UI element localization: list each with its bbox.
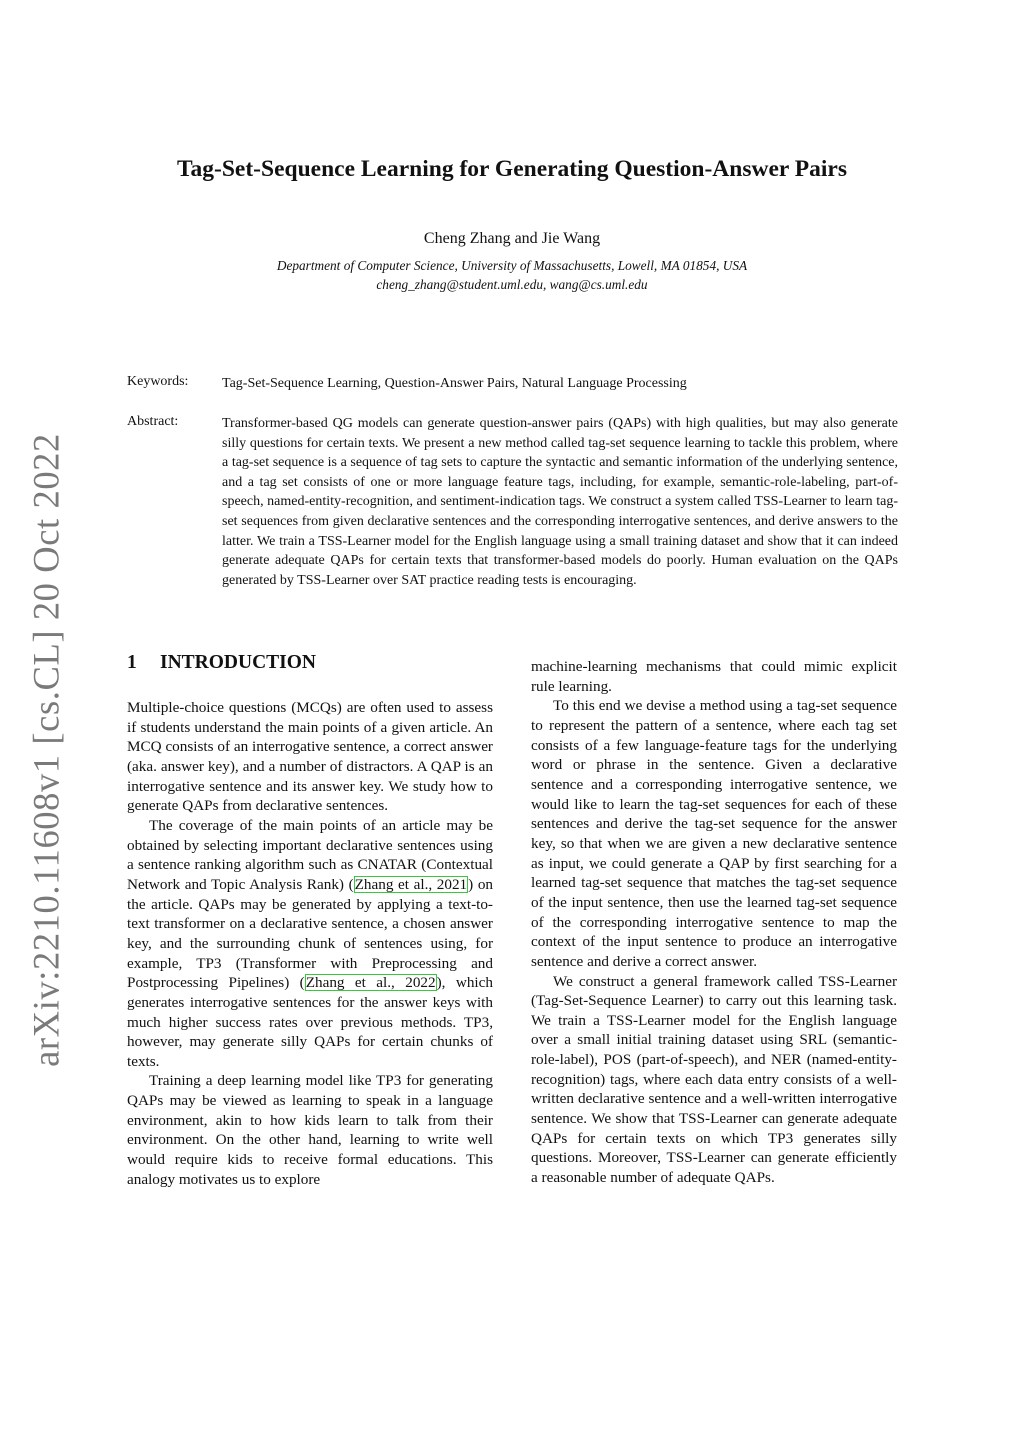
right-column bbox=[531, 657, 897, 1188]
paragraph-text: ) on the article. QAPs may be generated by applying a text-to-text transformer on a declarative sentence, a chosen answer key, and the surrounding chunk of sentences using, for example, TP3 (Transformer with Preprocessing and Postprocessing Pipelines) ( bbox=[127, 875, 494, 992]
affiliation: Department of Computer Science, University of Massachusetts, Lowell, MA 01854, USA bbox=[276, 258, 748, 273]
citation-link-zhang-2021[interactable]: Zhang et al., 2021 bbox=[354, 875, 468, 893]
intro-paragraph-4: machine-learning mechanisms that could mimic explicit rule learning. bbox=[531, 658, 897, 695]
citation-link-zhang-2022[interactable]: Zhang et al., 2022 bbox=[305, 974, 436, 992]
keywords-label: Keywords: bbox=[127, 374, 189, 389]
intro-paragraph-5: To this end we devise a method using a tag-set sequence to represent the pattern of a sentence, where each tag set consists of a few language-feature tags for the underlying word or phrase in the sentence. Given a declarative sentence and a corresponding interrogative sentence, we would like to learn the tag-set sequences for each of these sentences and derive the tag-set sequence for the answer key, so that when we are given a new declarative sentence as input, we could generate a QAP by first searching for a learned tag-set sequence that matches the tag-set sequence of the input sentence, then use the learned tag-set sequence of the corresponding interrogative sentence to map the context of the input sentence to produce an interrogative sentence and derive a correct answer. bbox=[531, 697, 897, 970]
abstract-text: Transformer-based QG models can generate question-answer pairs (QAPs) with high qualities, but may also generate silly questions for certain texts. We present a new method called tag-set sequence learning to tackle this problem, where a tag-set sequence is a sequence of tag sets to capture the syntactic and semantic information of the underlying sentence, and a tag set consists of one or more language feature tags, including, for example, semantic-role-labeling, part-of-speech, named-entity-recognition, and sentiment-indication tags. We construct a system called TSS-Learner to learn tag-set sequences from given declarative sentences and the corresponding interrogative sentences, and derive answers to the latter. We train a TSS-Learner model for the English language using a small training dataset and show that it can indeed generate adequate QAPs for certain texts that transformer-based models do poorly. Human evaluation on the QAPs generated by TSS-Learner over SAT practice reading tests is encouraging. bbox=[222, 416, 898, 588]
arxiv-identifier: arXiv:2210.11608v1 [cs.CL] 20 Oct 2022 bbox=[25, 433, 67, 1067]
intro-paragraph-3: Training a deep learning model like TP3 for generating QAPs may be viewed as learning to speak in a language environment, akin to how kids learn to talk from their environment. On the other hand, learning to write well would require kids to receive formal educations. This analogy motivates us to explore bbox=[127, 1072, 493, 1188]
abstract-label: Abstract: bbox=[127, 414, 179, 429]
author-emails: cheng_zhang@student.uml.edu, wang@cs.uml.edu bbox=[376, 277, 648, 292]
paper-title: Tag-Set-Sequence Learning for Generating Question-Answer Pairs bbox=[177, 156, 847, 182]
left-column bbox=[127, 698, 493, 1189]
intro-paragraph-2 bbox=[127, 816, 493, 1072]
section-number: 1 bbox=[127, 652, 137, 673]
intro-paragraph-1: Multiple-choice questions (MCQs) are often used to assess if students understand the main points of a given article. An MCQ consists of an interrogative sentence, a correct answer (aka. answer key), and a number of distractors. A QAP is an interrogative sentence and its answer key. We study how to generate QAPs from declarative sentences. bbox=[127, 699, 493, 815]
keywords-text: Tag-Set-Sequence Learning, Question-Answer Pairs, Natural Language Processing bbox=[222, 376, 687, 391]
author-affiliation-block bbox=[0, 256, 1024, 294]
paragraph-text: ), which generates interrogative sentences for the answer keys with much higher success rates over previous methods. TP3, however, may generate silly QAPs for certain chunks of texts. bbox=[127, 974, 493, 1070]
paper-authors: Cheng Zhang and Jie Wang bbox=[423, 230, 601, 247]
paragraph-text: The coverage of the main points of an article may be obtained by selecting important declarative sentences using a sentence ranking algorithm such as CNATAR (Contextual Network and Topic Analysis Rank) ( bbox=[127, 816, 493, 893]
section-title: INTRODUCTION bbox=[160, 652, 317, 673]
intro-paragraph-6: We construct a general framework called TSS-Learner (Tag-Set-Sequence Learner) to carry out this learning task. We train a TSS-Learner model for the English language over a small initial training dataset using SRL (semantic-role-label), POS (part-of-speech), and NER (named-entity-recognition) tags, where each data entry consists of a well-written declarative sentence and a well-written interrogative sentence. We show that TSS-Learner can generate adequate QAPs for certain texts on which TP3 generates silly questions. Moreover, TSS-Learner can generate efficiently a reasonable number of adequate QAPs. bbox=[531, 972, 897, 1187]
section-heading-introduction bbox=[127, 652, 316, 674]
